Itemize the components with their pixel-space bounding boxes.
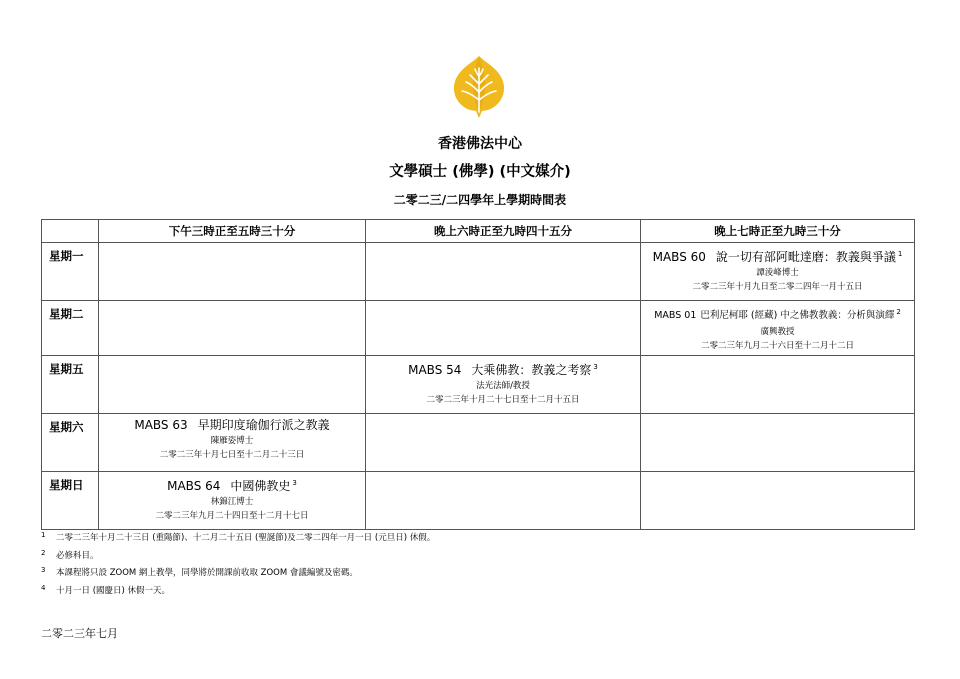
day-label: 星期日 xyxy=(42,472,99,530)
footnote-text: 二零二三年十月二十三日 (重陽節)、十二月二十五日 (聖誕節)及二零二四年一月一日 (元旦日) 休假。 xyxy=(56,533,436,543)
table-row xyxy=(42,472,915,530)
course-cell xyxy=(366,356,641,414)
course-dates: 二零二三年十月九日至二零二四年一月十五日 xyxy=(692,282,863,292)
course-cell xyxy=(641,243,915,301)
footnote xyxy=(41,584,435,600)
course-code: MABS 54 xyxy=(408,363,462,377)
footnote xyxy=(41,549,435,565)
course-cell xyxy=(641,301,915,356)
course-code: MABS 60 xyxy=(652,250,706,264)
footnote xyxy=(41,566,435,582)
course-code: MABS 01 xyxy=(654,310,697,322)
course-teacher: 林錦江博士 xyxy=(210,497,254,507)
empty-cell xyxy=(99,301,366,356)
footnote xyxy=(41,531,435,547)
header-row xyxy=(42,220,915,243)
course-teacher: 法光法師/教授 xyxy=(476,381,530,391)
timetable-subtitle: 二零二三/二四學年上學期時間表 xyxy=(393,193,567,207)
footnote-text: 十月一日 (國慶日) 休假一天。 xyxy=(56,585,171,596)
footnote-number: 1 xyxy=(41,531,46,539)
course-title: 說一切有部阿毗達磨：教義與爭議 xyxy=(715,250,896,264)
footnote-text: 必修科目。 xyxy=(56,550,99,561)
course-teacher: 廣興教授 xyxy=(760,327,795,338)
course-dates: 二零二三年十月七日至十二月二十三日 xyxy=(159,450,305,460)
day-label: 星期五 xyxy=(42,356,99,414)
course-teacher: 陳雁姿博士 xyxy=(210,436,254,446)
course-code: MABS 64 xyxy=(167,479,221,493)
empty-cell xyxy=(366,472,641,530)
course-title: 巴利尼柯耶 (經藏) 中之佛教教義：分析與演繹 xyxy=(700,310,895,322)
bodhi-leaf-icon xyxy=(452,54,506,118)
course-teacher: 譚淩峰博士 xyxy=(756,268,799,278)
empty-cell xyxy=(641,414,915,472)
footnote-ref: 3 xyxy=(593,363,598,371)
course-title: 中國佛教史 xyxy=(230,479,291,493)
course-dates: 二零二三年九月二十四日至十二月十七日 xyxy=(155,511,309,521)
table-row xyxy=(42,301,915,356)
day-label: 星期六 xyxy=(42,414,99,472)
footnotes xyxy=(41,531,435,601)
table-row xyxy=(42,356,915,414)
empty-cell xyxy=(641,356,915,414)
footnote-ref: 3 xyxy=(292,479,297,487)
footnote-ref: 2 xyxy=(896,308,901,316)
footnote-text: 本課程將只設 ZOOM 網上教學，同學將於開課前收取 ZOOM 會議編號及密碼。 xyxy=(56,568,358,578)
empty-cell xyxy=(366,243,641,301)
course-cell xyxy=(99,414,366,472)
timetable xyxy=(41,219,915,530)
course-title-line xyxy=(641,304,914,324)
table-row xyxy=(42,414,915,472)
empty-cell xyxy=(366,414,641,472)
course-title: 早期印度瑜伽行派之教義 xyxy=(197,418,330,432)
column-header: 晚上七時正至九時三十分 xyxy=(641,220,915,243)
corner-cell xyxy=(42,220,99,243)
column-header: 晚上六時正至九時四十五分 xyxy=(366,220,641,243)
course-title-line xyxy=(366,359,640,378)
footnote-ref: 1 xyxy=(897,250,903,258)
empty-cell xyxy=(99,243,366,301)
day-label: 星期二 xyxy=(42,301,99,356)
empty-cell xyxy=(99,356,366,414)
course-title-line xyxy=(99,475,365,494)
empty-cell xyxy=(641,472,915,530)
footnote-number: 2 xyxy=(41,548,46,557)
table-row xyxy=(42,243,915,301)
center-name: 香港佛法中心 xyxy=(438,136,522,152)
day-label: 星期一 xyxy=(42,243,99,301)
course-title: 大乘佛教：教義之考察 xyxy=(471,363,592,377)
course-title-line xyxy=(641,246,914,265)
empty-cell xyxy=(366,301,641,356)
course-code: MABS 63 xyxy=(134,418,188,432)
footnote-number: 4 xyxy=(41,583,46,592)
course-title-line xyxy=(99,417,365,433)
course-cell xyxy=(99,472,366,530)
course-dates: 二零二三年十月二十七日至十二月十五日 xyxy=(426,395,580,405)
program-title: 文學碩士 (佛學) (中文媒介) xyxy=(389,164,571,180)
course-dates: 二零二三年九月二十六日至十二月十二日 xyxy=(700,341,854,352)
column-header: 下午三時正至五時三十分 xyxy=(99,220,366,243)
issue-date: 二零二三年七月 xyxy=(41,627,118,640)
footnote-number: 3 xyxy=(41,566,46,574)
